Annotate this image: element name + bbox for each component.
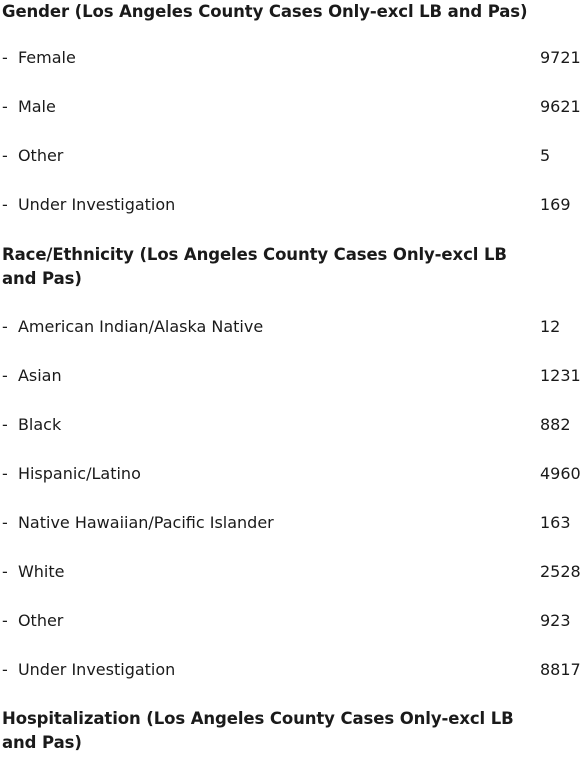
list-item: [0, 562, 583, 611]
list-item: [0, 464, 583, 513]
item-label: - Female: [2, 48, 76, 67]
list-item: [0, 611, 583, 660]
gender-heading: Gender (Los Angeles County Cases Only-excl LB and Pas): [2, 2, 528, 21]
item-label: - Under Investigation: [2, 195, 176, 214]
item-value: 1231: [540, 366, 581, 385]
item-value: 163: [540, 513, 571, 532]
list-item: [0, 146, 583, 195]
list-item: [0, 317, 583, 366]
item-label: - Asian: [2, 366, 62, 385]
item-value: 8817: [540, 660, 581, 679]
gender-list: [0, 48, 583, 244]
hospitalization-heading: Hospitalization (Los Angeles County Cases Only-excl LB and Pas): [2, 709, 514, 752]
item-value: 923: [540, 611, 571, 630]
race-list: [0, 317, 583, 709]
list-item: [0, 48, 583, 97]
list-item: [0, 513, 583, 562]
item-label: - Native Hawaiian/Pacific Islander: [2, 513, 274, 532]
list-item: [0, 415, 583, 464]
list-item: [0, 195, 583, 244]
item-value: 9721: [540, 48, 581, 67]
item-value: 9621: [540, 97, 581, 116]
item-value: 2528: [540, 562, 581, 581]
item-label: - Other: [2, 611, 64, 630]
item-value: 169: [540, 195, 571, 214]
item-label: - Hispanic/Latino: [2, 464, 141, 483]
item-value: 4960: [540, 464, 581, 483]
item-label: - White: [2, 562, 65, 581]
item-label: - Under Investigation: [2, 660, 176, 679]
list-item: [0, 97, 583, 146]
item-label: - American Indian/Alaska Native: [2, 317, 264, 336]
item-value: 882: [540, 415, 571, 434]
item-value: 12: [540, 317, 561, 336]
item-label: - Other: [2, 146, 64, 165]
list-item: [0, 366, 583, 415]
race-heading: Race/Ethnicity (Los Angeles County Cases Only-excl LB and Pas): [2, 245, 507, 288]
item-label: - Black: [2, 415, 62, 434]
item-value: 5: [540, 146, 551, 165]
list-item: [0, 660, 583, 709]
item-label: - Male: [2, 97, 56, 116]
